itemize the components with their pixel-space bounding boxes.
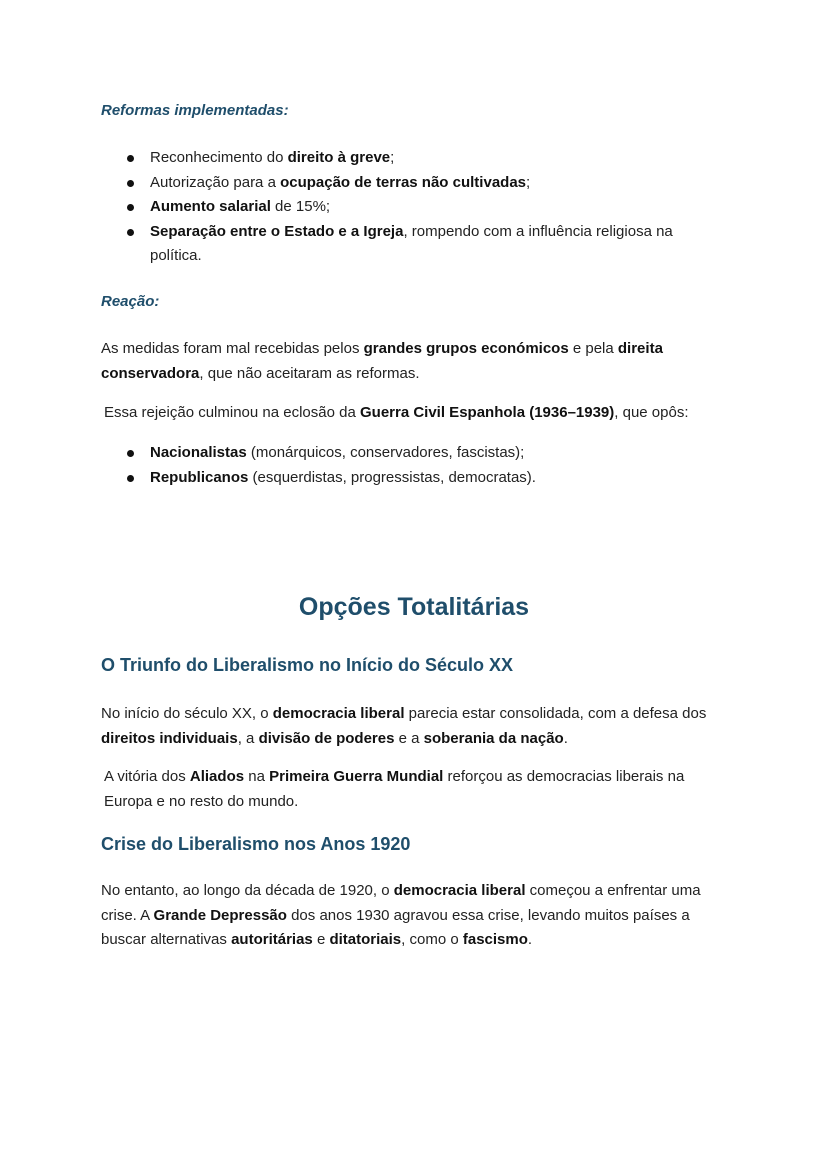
bold-text: Separação entre o Estado e a Igreja xyxy=(150,222,404,240)
bold-text: fascismo xyxy=(462,931,528,948)
list-item xyxy=(101,441,741,466)
bold-text: Aliados xyxy=(189,768,245,785)
text-run: e a xyxy=(394,729,424,747)
bold-text: democracia liberal xyxy=(393,882,526,899)
bold-text: soberania da nação xyxy=(423,729,564,747)
page-title: Opções Totalitárias xyxy=(298,593,530,621)
text-run: . xyxy=(527,931,533,948)
text-run: (esquerdistas, progressistas, democratas). xyxy=(248,468,536,486)
section-title-triunfo: O Triunfo do Liberalismo no Início do Século XX xyxy=(101,655,514,675)
reacao-heading: Reação: xyxy=(101,293,160,310)
list-item xyxy=(101,220,710,269)
text-run: de 15%; xyxy=(270,198,331,215)
list-item xyxy=(101,466,741,491)
bold-text: direita conservadora xyxy=(101,340,663,382)
bold-text: direitos individuais xyxy=(101,729,238,747)
list-item xyxy=(101,171,741,196)
text-run: As medidas foram mal recebidas pelos xyxy=(101,340,364,357)
bold-text: divisão de poderes xyxy=(258,729,395,747)
crise-paragraph-1 xyxy=(101,879,723,953)
bold-text: ditatoriais xyxy=(329,931,402,948)
bold-text: direito à greve xyxy=(287,149,391,166)
text-run: Autorização para a xyxy=(150,173,281,191)
text-run: , que opôs: xyxy=(614,404,689,421)
text-run: , como o xyxy=(401,931,463,948)
bold-text: ocupação de terras não cultivadas xyxy=(280,173,527,191)
text-run: A vitória dos xyxy=(104,768,190,785)
text-run: (monárquicos, conservadores, fascistas); xyxy=(246,444,525,461)
text-run: ; xyxy=(526,173,531,191)
bold-text: democracia liberal xyxy=(272,705,405,722)
list-item xyxy=(101,146,741,171)
text-run: dos anos 1930 agravou essa crise, levando muitos países a buscar alternativas xyxy=(101,906,690,948)
text-run: começou a enfrentar uma crise. A xyxy=(101,882,701,924)
text-run: e pela xyxy=(568,340,618,357)
triunfo-paragraph-2 xyxy=(104,765,734,814)
reacao-list xyxy=(101,441,741,490)
text-run: , que não aceitaram as reformas. xyxy=(199,364,420,382)
text-run: Reconhecimento do xyxy=(150,149,288,166)
bold-text: Nacionalistas xyxy=(150,444,247,461)
text-run: na xyxy=(244,768,270,785)
text-run: reforçou as democracias liberais na Europa e no resto do mundo. xyxy=(104,768,685,810)
triunfo-paragraph-1 xyxy=(101,702,731,751)
text-run: , a xyxy=(237,729,259,747)
bold-text: Primeira Guerra Mundial xyxy=(269,768,444,785)
text-run: ; xyxy=(390,149,395,166)
bold-text: grandes grupos económicos xyxy=(363,340,569,357)
reacao-paragraph-2 xyxy=(104,401,764,426)
reacao-paragraph-1 xyxy=(101,337,711,386)
reformas-list xyxy=(101,146,741,269)
section-title-crise: Crise do Liberalismo nos Anos 1920 xyxy=(101,834,411,854)
text-run: , rompendo com a influência religiosa na política. xyxy=(150,222,673,264)
text-run: Essa rejeição culminou na eclosão da xyxy=(104,404,360,421)
bold-text: autoritárias xyxy=(231,931,313,948)
list-item xyxy=(101,195,741,220)
bold-text: Grande Depressão xyxy=(153,906,287,924)
text-run: No início do século XX, o xyxy=(101,705,273,722)
bold-text: Aumento salarial xyxy=(150,198,271,215)
text-run: e xyxy=(312,931,330,948)
reformas-heading: Reformas implementadas: xyxy=(101,102,289,119)
text-run: . xyxy=(563,729,568,747)
bold-text: Republicanos xyxy=(150,468,249,486)
text-run: parecia estar consolidada, com a defesa dos xyxy=(404,705,707,722)
text-run: No entanto, ao longo da década de 1920, o xyxy=(101,882,394,899)
bold-text: Guerra Civil Espanhola (1936–1939) xyxy=(359,404,615,421)
